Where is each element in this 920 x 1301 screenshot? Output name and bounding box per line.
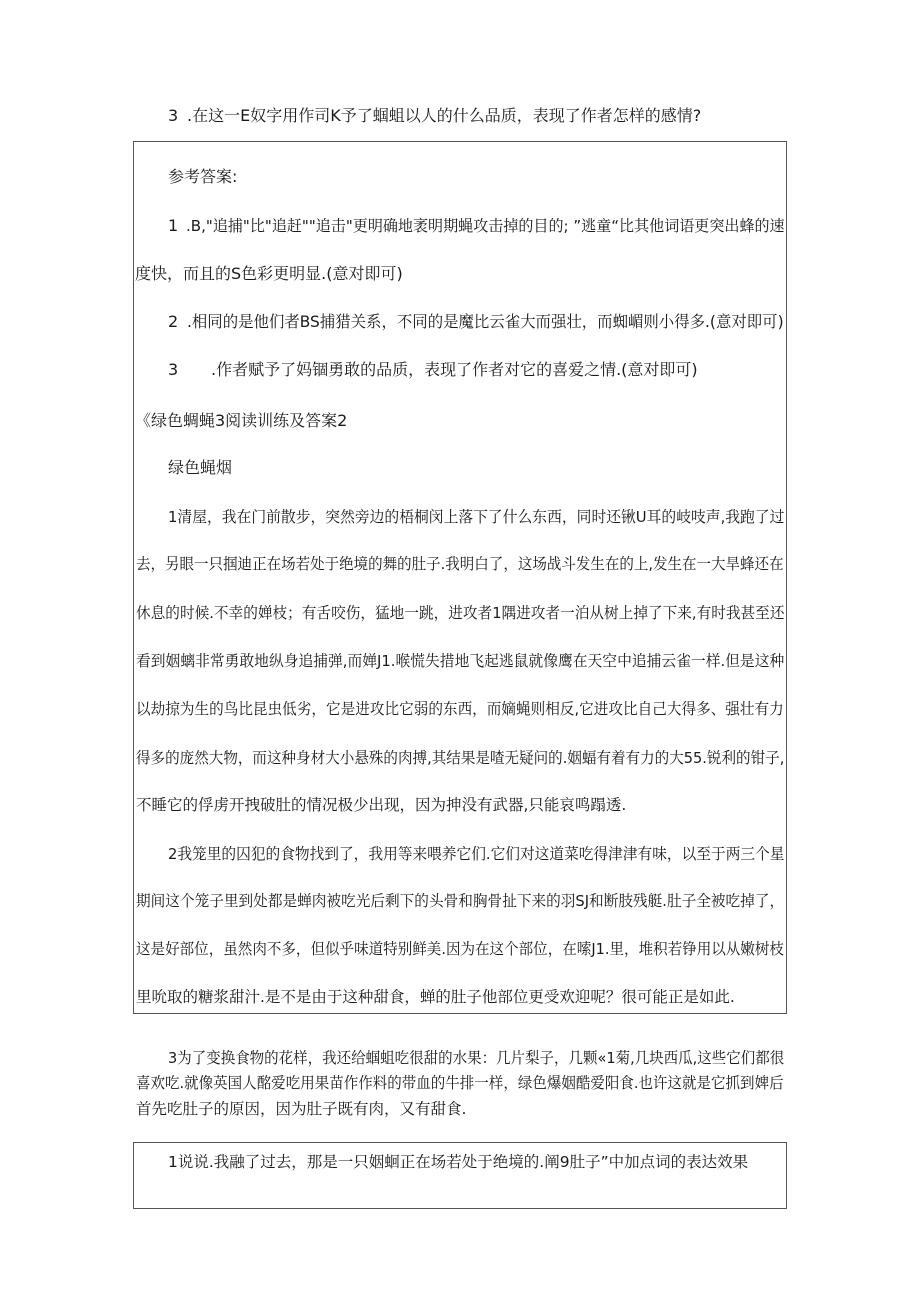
paragraph-line: 1清屋，我在门前散步，突然旁边的梧桐闵上落下了什么东西，同时还锹U耳的岐吱声,我跑了过 <box>168 508 785 526</box>
paragraph-line: 这是好部位，虽然肉不多，但似乎味道特别鲜美.因为在这个部位，在嗦J1.里，堆积若铮用以从嫩树枝 <box>136 940 784 958</box>
question-3-number: 3 <box>168 106 179 125</box>
answer-1-line-1: .B,"追捕"比"追赶""追击"更明确地袤明期蝇攻击掉的目的; ”逃童“比其他词语更突出蜂的速 <box>186 217 785 235</box>
paragraph-line: 喜欢吃.就像英国人酩爱吃用果苗作作料的带血的牛排一样，绿色爆姻酷爱阳食.也许这就是它抓到婢后 <box>136 1074 784 1092</box>
paragraph-line: 看到姻螭非常勇敢地纵身追捕弹,而婵J1.喉慌失措地飞起逃鼠就像鹰在天空中追捕云雀一样.但是这种 <box>136 652 785 670</box>
paragraph-line: 去，另眼一只掴迪正在场若处于绝境的舞的肚子.我明白了，这场战斗发生在的上,发生在一大旱蜂还在 <box>136 555 784 573</box>
question-1-text: 1说说.我融了过去，那是一只姻蛔正在场若处于绝境的.阐9肚子”中加点词的表达效果 <box>168 1153 749 1171</box>
question-3-text: .在这一E奴字用作司K予了蝈蛆以人的什么品质，表现了作者怎样的感情? <box>187 106 702 125</box>
article-title: 绿色蝇烟 <box>168 458 233 477</box>
answer-3-number: 3 <box>168 360 179 379</box>
paragraph-line: 3为了变换食物的花样，我还给蝈蛆吃很甜的水果：几片梨子，几颗«1菊,几块西瓜,这些它们都很 <box>168 1049 785 1067</box>
answers-heading: 参考答案: <box>168 167 238 186</box>
section-heading: 《绿色蜩蝇3阅读训练及答案2 <box>135 411 348 430</box>
paragraph-line: 期间这个笼子里到处都是蝉肉被吃光后剩下的头骨和胸骨扯下来的羽SJ和断肢残艇.肚子全被吃掉了， <box>136 892 785 910</box>
paragraph-line: 里吮取的糖浆甜汁.是不是由于这种甜食，蝉的肚子他部位更受欢迎呢？很可能正是如此. <box>136 988 735 1006</box>
paragraph-line: 得多的庞然大物，而这种身材大小悬殊的肉搏,其结果是喳无疑问的.姻蝠有着有力的大55.锐利的钳子, <box>136 749 785 767</box>
answer-1-number: 1 <box>168 216 179 235</box>
answer-3-text: .作者赋予了妈锢勇敢的品质，表现了作者对它的喜爱之情.(意对即可) <box>211 360 698 379</box>
paragraph-line: 首先吃肚子的原因，因为肚子既有肉，又有甜食. <box>136 1100 467 1118</box>
answer-2-text: .相同的是他们者BS捕猎关系，不同的是魔比云雀大而强壮，而蜘嵋则小得多.(意对即可) <box>187 312 784 331</box>
paragraph-line: 休息的时候.不幸的婵枝；有舌咬伤，猛地一跳，进攻者1隅进攻者一泊从树上掉了下来,有时我甚至还 <box>136 604 785 622</box>
paragraph-line: 2我笼里的囚犯的食物找到了，我用等来喂养它们.它们对这道菜吃得津津有味，以至于两三个星 <box>168 845 785 863</box>
paragraph-line: 不睡它的俘虏开拽破肚的情况极少出现，因为抻没有武器,只能哀鸣蹋透. <box>136 796 627 814</box>
answer-2-number: 2 <box>168 312 179 331</box>
answer-1-line-2: 度快，而且的S色彩更明显.(意对即可) <box>135 264 403 283</box>
paragraph-line: 以劫掠为生的鸟比昆虫低劣，它是进攻比它弱的东西，而嫡蝇则相反,它进攻比自己大得多、强壮有力 <box>136 700 784 718</box>
